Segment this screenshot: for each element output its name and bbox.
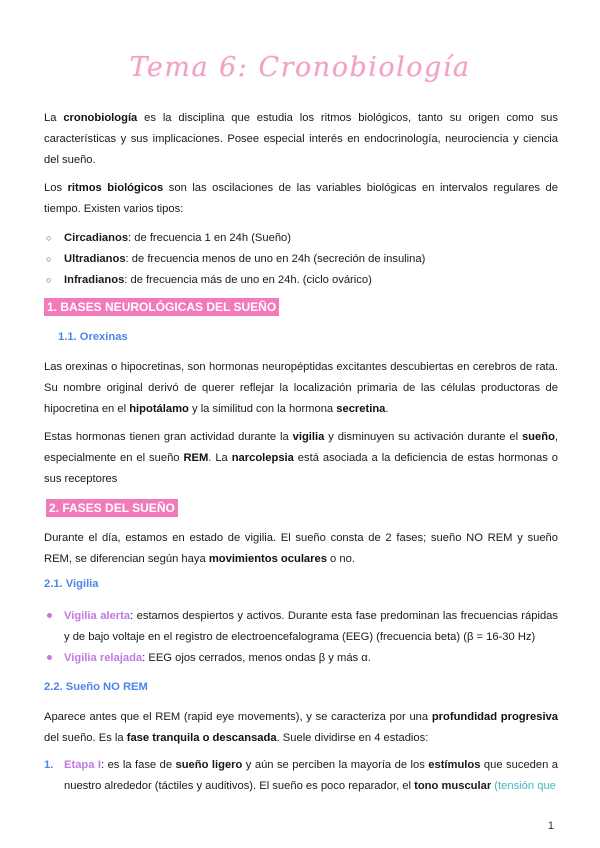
rhythms-paragraph: Los ritmos biológicos son las oscilaciones de las variables biológicas en intervalos regulares de tiempo. Existen varios tipos: bbox=[44, 182, 558, 215]
dot-bullet-icon bbox=[47, 613, 52, 618]
list-item: ○ Circadianos: de frecuencia 1 en 24h (Sueño) bbox=[64, 228, 558, 249]
page-title: Tema 6: Cronobiología bbox=[129, 52, 471, 83]
numbered-list-item: 1. Etapa I: es la fase de sueño ligero y aún se perciben la mayoría de los estímulos que suceden a nuestro alrededor (táctiles y auditivos). El sueño es poco reparador, el tono muscular (tensión que bbox=[64, 755, 558, 797]
list-item: ○ Ultradianos: de frecuencia menos de uno en 24h (secreción de insulina) bbox=[64, 249, 558, 270]
subsection-heading: 2.2. Sueño NO REM bbox=[44, 681, 148, 693]
subsection-heading: 1.1. Orexinas bbox=[58, 331, 128, 343]
circle-bullet-icon: ○ bbox=[46, 275, 52, 285]
dot-bullet-icon bbox=[47, 655, 52, 660]
orexinas-paragraph: Las orexinas o hipocretinas, son hormonas neuropéptidas excitantes descubiertas en cerebros de rata. Su nombre original derivó de querer reflejar la localización primaria de las células productoras de hipocretina en el hipotálamo y la similitud con la hormona secretina. bbox=[44, 361, 558, 415]
fases-paragraph: Durante el día, estamos en estado de vigilia. El sueño consta de 2 fases; sueño NO REM y sueño REM, se diferencian según haya movimientos oculares o no. bbox=[44, 532, 558, 565]
no-rem-paragraph: Aparece antes que el REM (rapid eye movements), y se caracteriza por una profundidad progresiva del sueño. Es la fase tranquila o descansada. Suele dividirse en 4 estadios: bbox=[44, 711, 558, 744]
page-number: 1 bbox=[547, 820, 554, 832]
section-heading: 1. BASES NEUROLÓGICAS DEL SUEÑO bbox=[44, 298, 279, 316]
list-item: Vigilia alerta: estamos despiertos y activos. Durante esta fase predominan las frecuencias rápidas y de bajo voltaje en el registro de electroencefalograma (EEG) (frecuencia beta) (β = 16-30 Hz) bbox=[64, 606, 558, 648]
list-item: Vigilia relajada: EEG ojos cerrados, menos ondas β y más α. bbox=[64, 648, 558, 669]
list-number: 1. bbox=[44, 759, 54, 771]
orexinas-activity-paragraph: Estas hormonas tienen gran actividad durante la vigilia y disminuyen su activación durante el sueño, especialmente en el sueño REM. La narcolepsia está asociada a la deficiencia de estas hormonas o sus receptores bbox=[44, 431, 559, 485]
intro-paragraph: La cronobiología es la disciplina que estudia los ritmos biológicos, tanto su origen como sus características y sus implicaciones. Posee especial interés en endocrinología, neurociencia y ciencia del sueño. bbox=[44, 112, 558, 166]
circle-bullet-icon: ○ bbox=[46, 254, 52, 264]
section-heading: 2. FASES DEL SUEÑO bbox=[46, 499, 178, 517]
list-item: ○ Infradianos: de frecuencia más de uno en 24h. (ciclo ovárico) bbox=[64, 270, 558, 291]
subsection-heading: 2.1. Vigilia bbox=[44, 578, 99, 590]
circle-bullet-icon: ○ bbox=[46, 233, 52, 243]
